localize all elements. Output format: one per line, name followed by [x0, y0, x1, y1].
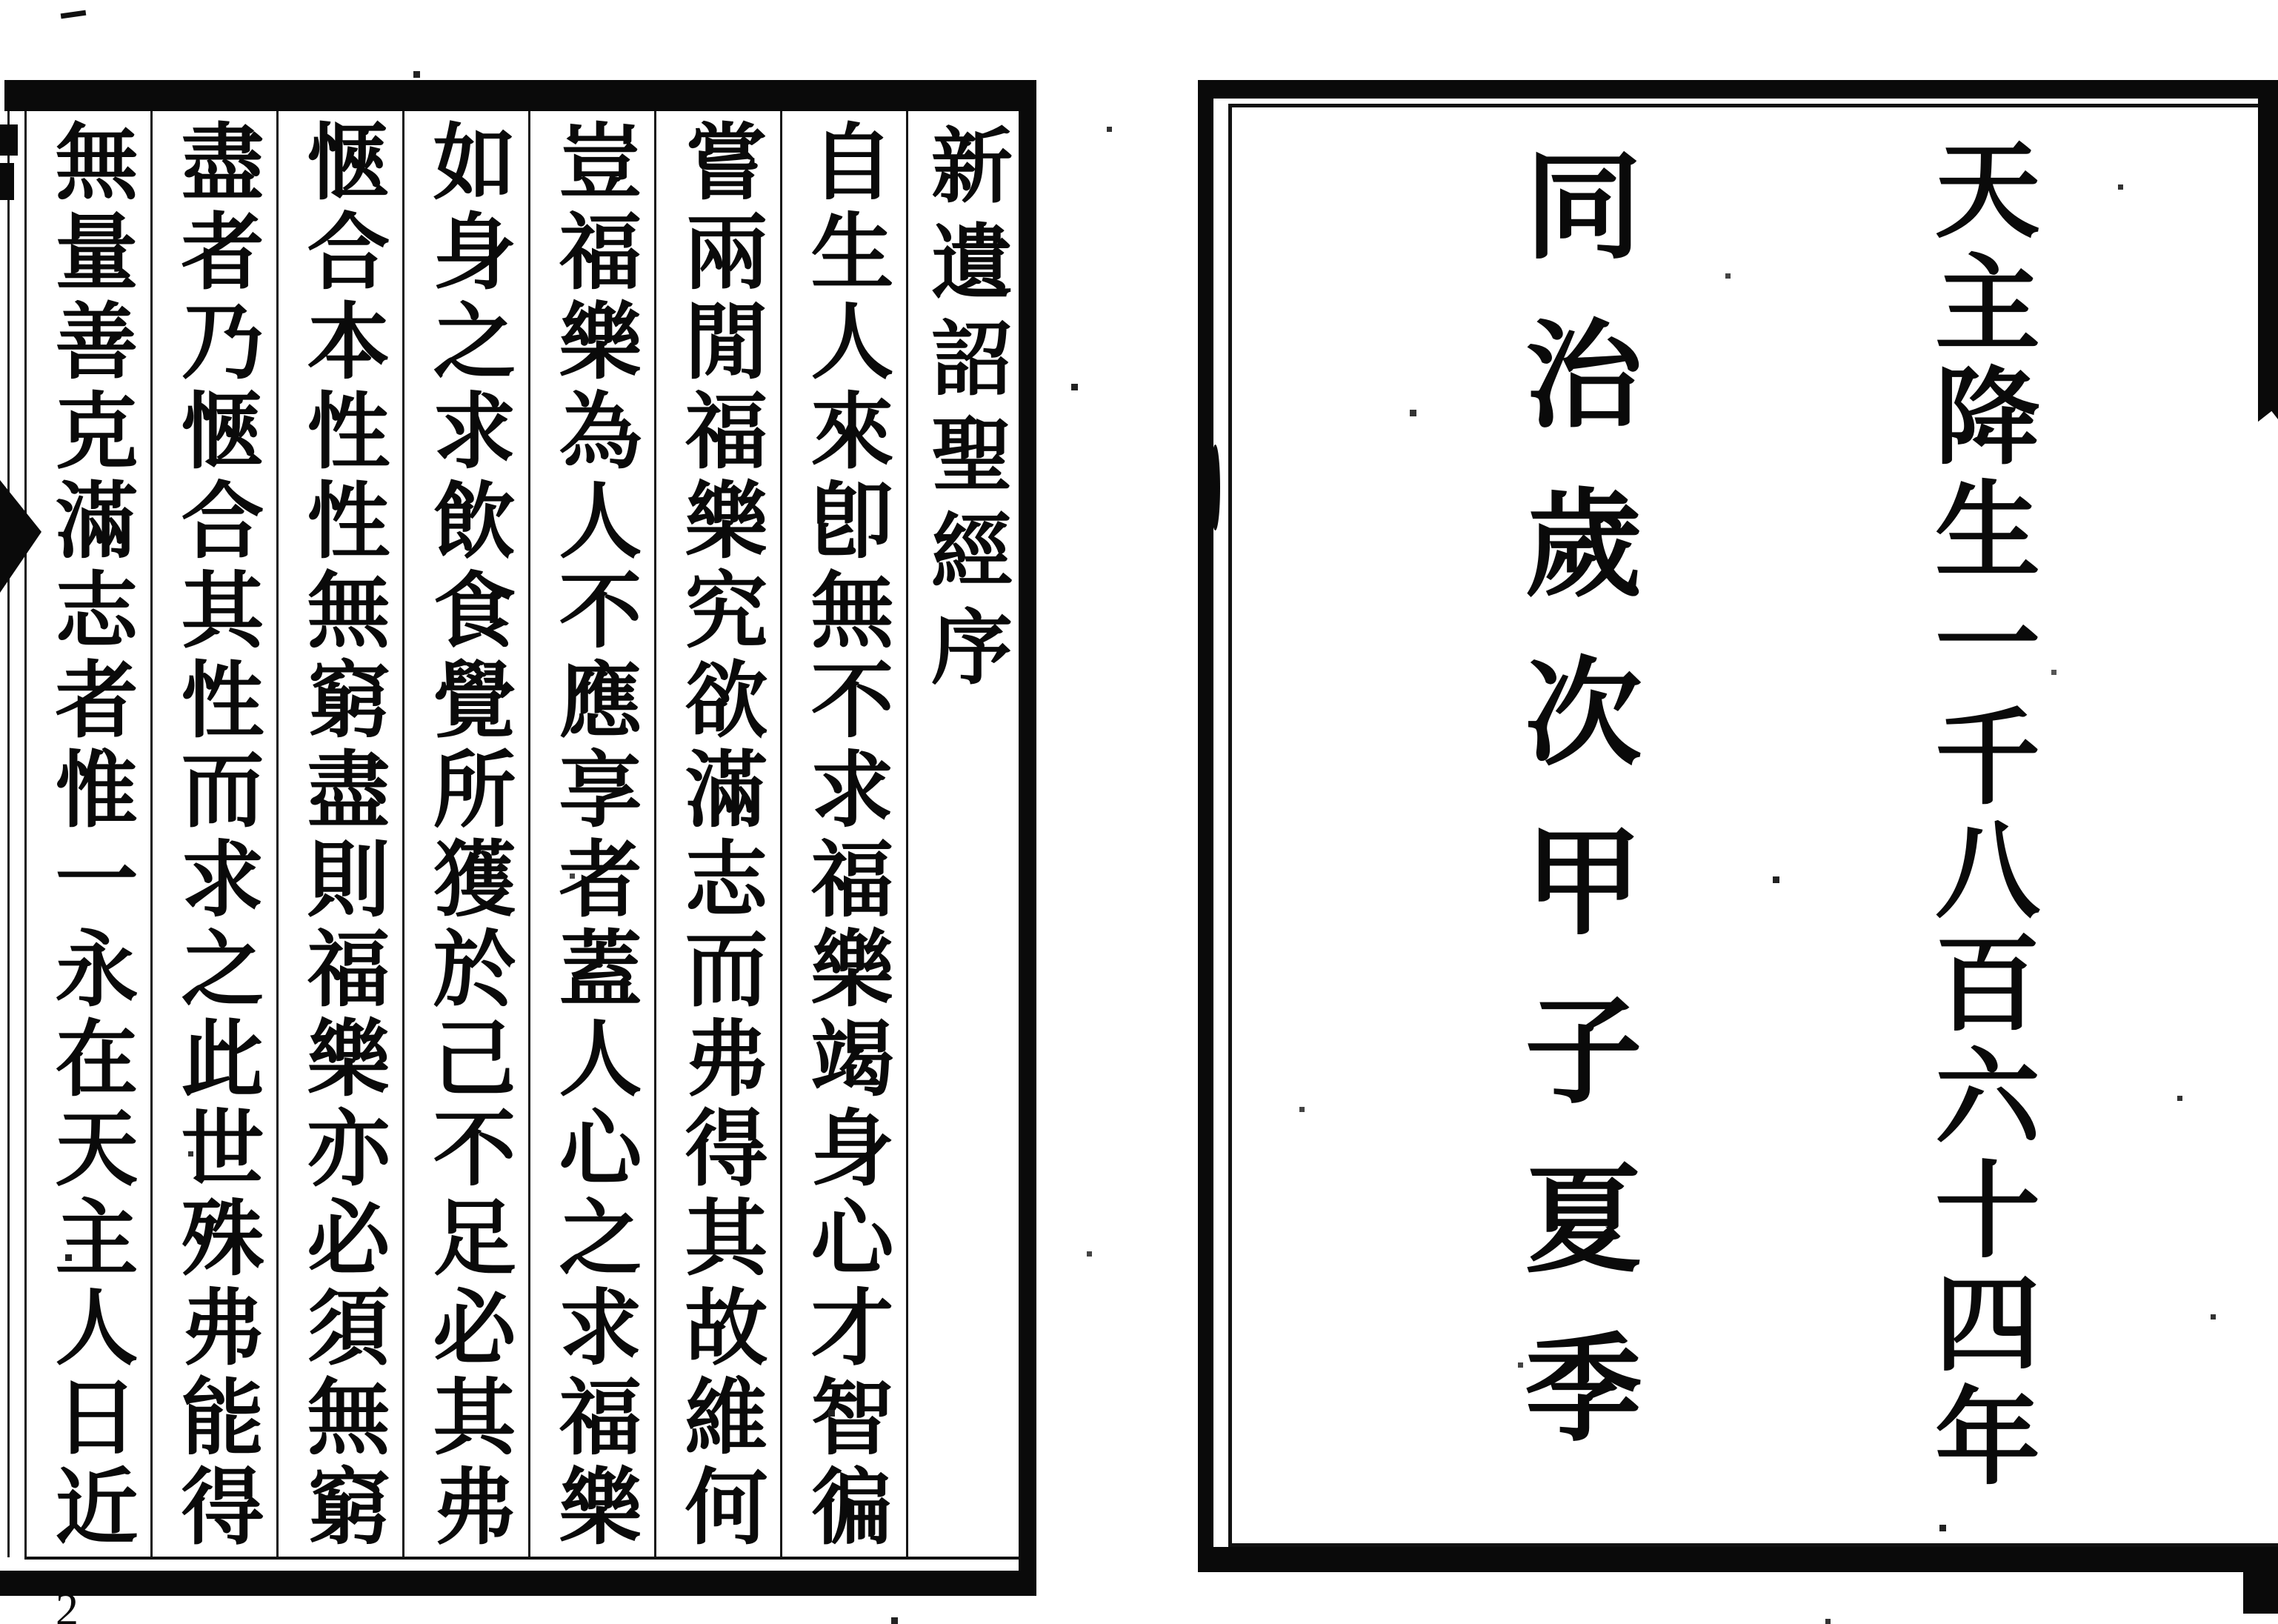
- right-edge-binding-strip: [2258, 93, 2278, 467]
- right-page-top-border: [1198, 80, 2278, 99]
- scan-noise-dash: [61, 10, 87, 19]
- right-page-inner-frame: [1228, 104, 2278, 1547]
- preface-title-column: 新遺詔聖經序: [906, 111, 1021, 1557]
- preface-column-1: 自生人來卽無不求福樂竭身心才智徧: [780, 111, 906, 1557]
- preface-column-7: 無量善克滿志者惟一永在天主人日近: [24, 111, 150, 1557]
- preface-text-grid: [24, 111, 1021, 1560]
- preface-column-5: 愜合本性性無窮盡則福樂亦必須無窮: [276, 111, 402, 1557]
- edge-character-fragment: [0, 163, 14, 200]
- previous-leaf-edge-line: [7, 111, 10, 1557]
- preface-column-2: 嘗兩閒福樂究欲滿志而弗得其故維何: [654, 111, 780, 1557]
- preface-column-4: 如身之求飲食覺所獲於己不足必其弗: [402, 111, 528, 1557]
- scan-noise-speckles: [0, 0, 4, 4]
- edge-character-fragment: [0, 124, 18, 156]
- preface-column-3: 豈福樂為人不應享者蓋人心之求福樂: [528, 111, 654, 1557]
- date-column: 天主降生一千八百六十四年: [1919, 135, 2036, 1495]
- right-page-bottom-border: [1198, 1547, 2278, 1572]
- page-number: 2: [56, 1585, 79, 1624]
- preface-column-6: 盡者乃愜合其性而求之此世殊弗能得: [150, 111, 276, 1557]
- ink-blob-on-border: [1210, 445, 1220, 530]
- right-page-left-border: [1198, 80, 1213, 1572]
- era-column: 同治歲次甲子夏季: [1508, 144, 1637, 1496]
- left-page-right-border-bar: [1019, 80, 1036, 1596]
- bottom-right-corner-blob: [2243, 1562, 2278, 1614]
- left-page-bottom-border-band: [0, 1571, 1036, 1596]
- left-page-top-border-band: [4, 80, 1036, 111]
- left-page-preface: [0, 80, 1037, 1599]
